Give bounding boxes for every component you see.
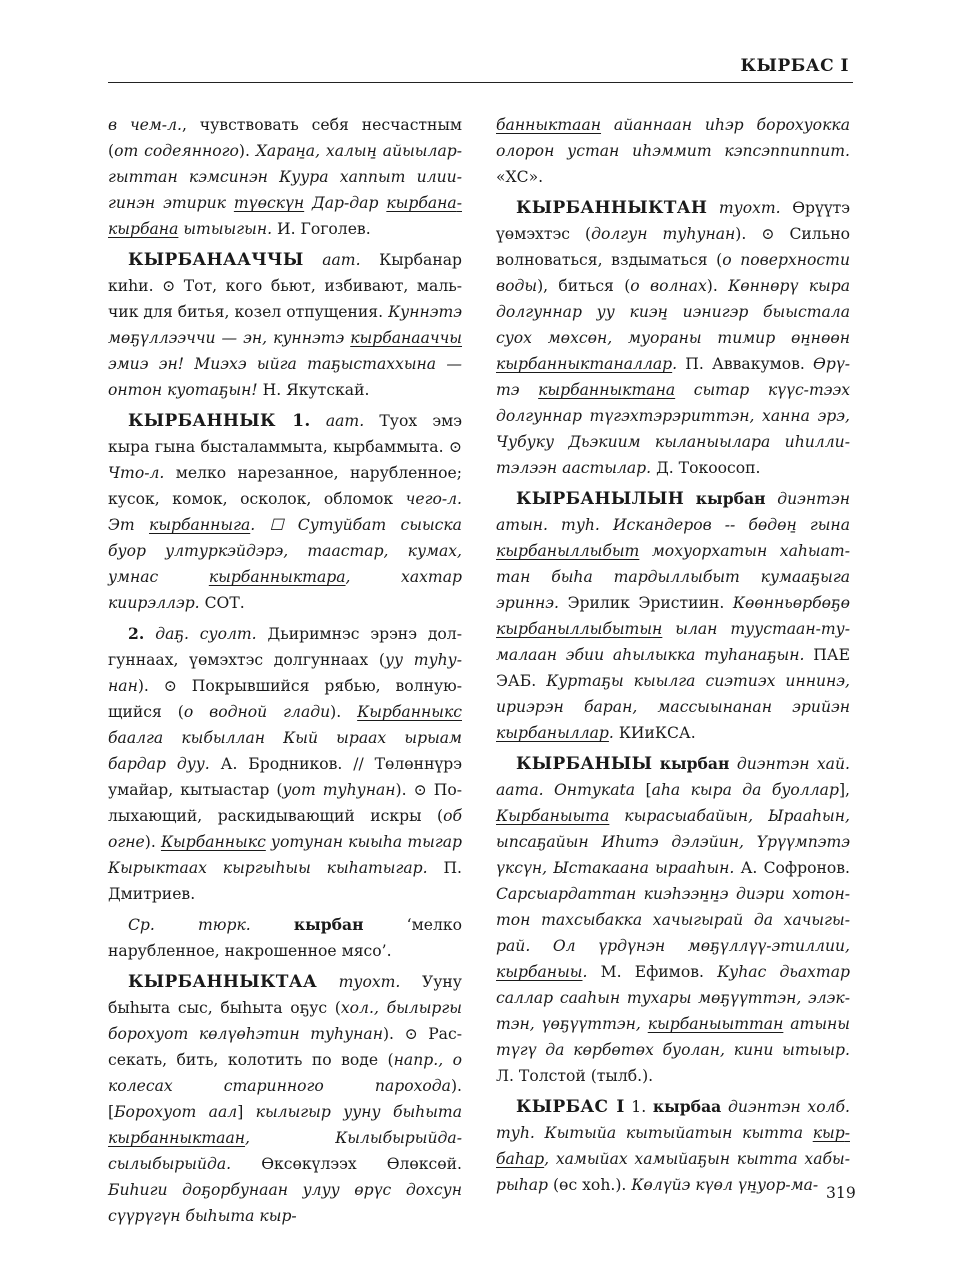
underlined-term: түөскүн	[233, 194, 305, 212]
running-head: КЫРБАС I	[740, 56, 849, 76]
example-text: кырасыабайын, Ырааһын, ыпсаҕайын Иһитэ дэлэйин, Үрүүмпэтэ үксүн, Ыстакаана ырааһын.	[496, 807, 850, 877]
example-text: Куһас дьахтар саллар сааһын тухары мөҕүүттэн, элэктэн, үөҕүүттэн,	[496, 963, 850, 1033]
example-text: аһа кыра да буоллар	[651, 781, 839, 799]
example-text: диэнтэн атын. туһ. Искандеров -- бөдөн̱ гына	[496, 490, 850, 534]
definition-text: Л. Толстой (тылб.).	[496, 1067, 654, 1085]
example-text: Харан̱а, халын̱ айыыларгыттан кэмсинэн Куура хаппыт илиигинэн этирик	[108, 142, 463, 212]
definition-text: ).	[144, 833, 161, 851]
example-text: , хамыйах хамыйаҕын кытта хабырыһар	[496, 1150, 850, 1194]
underlined-term: кырбанныктаналлар	[496, 355, 673, 373]
definition-text	[652, 755, 659, 773]
example-text: .	[582, 963, 588, 981]
underlined-term: кырбаныы	[496, 963, 583, 981]
bold-term: кырбан	[659, 754, 730, 773]
underlined-term: кырбаһар	[496, 1124, 850, 1168]
definition-text: ), биться (	[537, 277, 631, 295]
headword: КЫРБАННЫКТАН	[516, 198, 708, 218]
underlined-term: кырбанныктаан	[108, 1129, 246, 1147]
example-text: уот туһунан	[282, 781, 396, 799]
example-text: уотунан кыыһа тыгар Кырыктаах кыргыһыы кыһатыгар.	[108, 833, 462, 877]
definition-text: (өс хоһ.).	[548, 1176, 632, 1194]
example-text: о поверхности воды	[496, 251, 850, 295]
example-text: атыны түгү да көрбөтөх буолан, кини ытыыр.	[496, 1015, 851, 1059]
definition-text	[317, 973, 339, 991]
example-text: от содеянного	[114, 142, 239, 160]
underlined-term: кырбанныга	[149, 516, 251, 534]
example-text: Көннөрү кыра долгуннар уу киэн̱ иэнигэр быыстала суох мөхсөн, муораны тимир өн̱нөөн	[496, 277, 851, 347]
definition-text: ). ⊙ Полыхающий, раскидывающий искры (	[108, 781, 462, 825]
example-text: диэнтэн холб. туһ. Кытыйа кытыйатын кытта	[496, 1098, 850, 1142]
dictionary-entry	[108, 912, 462, 964]
example-text: баалга кыбыллан Кый ыраах ырыам бардар дуу.	[108, 729, 462, 773]
definition-text: СОТ.	[199, 594, 245, 612]
example-text: в чем-л.	[108, 116, 182, 134]
underlined-term: Кырбаныыта	[496, 807, 610, 825]
definition-text: , чувствовать себя несчастным (	[108, 116, 462, 160]
definition-text: ). [	[108, 1077, 462, 1121]
definition-text	[721, 1098, 728, 1116]
dictionary-entry	[496, 195, 850, 481]
example-text: аат.	[325, 412, 365, 430]
definition-text: ).	[238, 142, 256, 160]
definition-text: М. Ефимов.	[587, 963, 718, 981]
example-text: Борохуот аал	[114, 1103, 238, 1121]
example-text: Өрүтэ	[496, 355, 850, 399]
definition-text: КИиКСА.	[613, 724, 696, 742]
definition-text: Н. Якутскай.	[257, 381, 370, 399]
dictionary-entry	[496, 751, 850, 1089]
example-text: туохт.	[718, 199, 781, 217]
example-text: Сарсыардаттан киэһээн̱н̱э диэри хотонтон тахсыбакка хачыгырай да хачыгырай. Ол үрдүнэн мөҕүллүү-этиллии,	[496, 885, 850, 955]
underlined-term: кырбаныыттан	[647, 1015, 784, 1033]
example-text: диэнтэн хай. аата. Онтукаta	[496, 755, 850, 799]
definition-text	[684, 490, 696, 508]
definition-text: ).	[706, 277, 729, 295]
underlined-term: Кырбанныкс	[160, 833, 266, 851]
example-text: уу туһунан	[108, 651, 462, 695]
dictionary-entry	[108, 112, 462, 242]
underlined-term: кырбанакырбана	[108, 194, 462, 238]
definition-text: ],	[838, 781, 850, 799]
headword: КЫРБАННЫК 1.	[128, 411, 311, 431]
example-text: ылан туустаан-тумалаан эбии аһылыкка туһанаҕын.	[496, 620, 850, 664]
example-text: Көөнньөрбөҕө	[732, 594, 850, 612]
example-text: Көлүйэ күөл үн̱уор-ма-	[631, 1176, 819, 1194]
underlined-term: кырбанныктана	[538, 381, 676, 399]
dictionary-entry	[496, 1094, 850, 1198]
definition-text: Туох эмэ кыра гына бысталаммыта, кырбаммыта. ⊙	[108, 412, 462, 456]
headword: КЫРБАНЫЛЫН	[516, 489, 685, 509]
example-text: , Кылыбырыйда-сылыбырыйда.	[108, 1129, 462, 1173]
example-text: напр., о колесах старинного парохода	[108, 1051, 462, 1095]
example-text: о волнах	[630, 277, 707, 295]
example-text: хол., былыргы борохуот көлүөһэтин туһунан	[108, 999, 462, 1043]
example-text: Дар-дар	[304, 194, 387, 212]
definition-text: 1.	[624, 1098, 653, 1116]
definition-text: ПАЕ ЭАБ.	[496, 646, 850, 690]
underlined-term: банныктаан	[496, 116, 602, 134]
definition-text: [	[635, 781, 652, 799]
underlined-term: кырбаныллыбытын	[496, 620, 663, 638]
headword: КЫРБАННЫКТАА	[128, 972, 318, 992]
bold-term: кырбаа	[652, 1097, 722, 1116]
definition-text: ). ⊙ Сильно волноваться, вздыматься (	[496, 225, 850, 269]
definition-text: Кырбанар киһи. ⊙ Тот, кого бьют, избивают, мальчик для битья, козел отпущения.	[108, 251, 462, 321]
example-text: Что-л.	[108, 464, 165, 482]
example-text: долгун туһунан	[591, 225, 736, 243]
definition-text	[144, 625, 155, 643]
page-header	[108, 52, 853, 83]
example-text: сытар күүс-тээх долгуннар түгэхтэрэриттэн, ханна эрэ, Чубуку Дьэкиим кыланыылара иһиллитэлээн аастылар.	[496, 381, 851, 477]
headword: КЫРБАНЫЫ	[516, 754, 653, 774]
dictionary-entry	[108, 247, 462, 403]
definition-text: П. Дмитриев.	[108, 859, 463, 903]
definition-text: мелко нарезанное, нарубленное; кусок, комок, осколок, обломок	[108, 464, 462, 508]
definition-text: Дьиримнэс эрэнэ долгуннаах, үөмэхтэс долгуннаах (	[108, 625, 462, 669]
definition-text	[251, 916, 294, 934]
example-text: . ☐ Сутуйбат сыыска буор ултуркэйдэрэ, таастар, кумах, умнас	[108, 516, 462, 586]
right-column	[496, 112, 850, 1203]
definition-text: И. Гоголев.	[272, 220, 371, 238]
dictionary-entry	[496, 486, 850, 746]
example-text: аат.	[322, 251, 361, 269]
example-text: даҕ. суолт.	[155, 625, 257, 643]
definition-text	[707, 199, 719, 217]
definition-text: Өрүүтэ үөмэхтэс (	[496, 199, 850, 243]
dictionary-entry	[108, 408, 462, 616]
headword: КЫРБАНААЧЧЫ	[128, 250, 304, 270]
underlined-term: кырбаныллар	[496, 724, 609, 742]
page-number: 319	[826, 1184, 856, 1202]
underlined-term: кырбанааччы	[350, 329, 462, 347]
definition-text	[311, 412, 326, 430]
example-text: Куртаҕы кыылга сиэтиэх иннинэ, ириэрэн баран, массыынанан эрийэн	[496, 672, 850, 716]
dictionary-entry	[108, 621, 462, 907]
example-text: Биһиги доҕорбунаан улуу өрүс дохсун сүүрүгүн быһыта кыр-	[108, 1181, 462, 1225]
dictionary-entry	[108, 969, 462, 1229]
headword: КЫРБАС I	[516, 1097, 625, 1117]
definition-text: ).	[330, 703, 358, 721]
left-column	[108, 112, 462, 1234]
example-text: , хахтар киирэллэр.	[108, 568, 462, 612]
definition-text: Эрилик Эристиин.	[559, 594, 733, 612]
definition-text: ]	[237, 1103, 256, 1121]
example-text: туохт.	[338, 973, 401, 991]
example-text: Ср. тюрк.	[128, 916, 251, 934]
example-text: чего-л. Эт	[108, 490, 462, 534]
definition-text: Ууну быһыта сыс, быһыта оҕус (	[108, 973, 462, 1017]
example-text: кылыгыр ууну быһыта	[255, 1103, 462, 1121]
bold-term: 2.	[128, 624, 145, 643]
definition-text	[729, 755, 736, 773]
underlined-term: кырбанныктара	[208, 568, 346, 586]
example-text: Куннэтэ мөҕүллээччи — эн, куннэтэ	[108, 303, 462, 347]
underlined-term: кырбаныллыбыт	[496, 542, 640, 560]
definition-text: Өксөкүлээх Өлөксөй.	[231, 1155, 462, 1173]
definition-text: Д. Токоосоп.	[651, 459, 761, 477]
dictionary-entry	[496, 112, 850, 190]
definition-text: ). ⊙ Покрывшийся рябью, волнующийся (	[108, 677, 462, 721]
definition-text	[766, 490, 778, 508]
example-text: .	[672, 355, 678, 373]
definition-text	[304, 251, 323, 269]
underlined-term: Кырбанныкс	[357, 703, 462, 721]
definition-text: ). ⊙ Рассекать, бить, колотить по воде (	[108, 1025, 462, 1069]
definition-text: П. Аввакумов.	[677, 355, 814, 373]
definition-text: А. Софронов.	[734, 859, 850, 877]
definition-text: А. Бродников. // Төлөннүрэ умайар, кытыастар (	[108, 755, 462, 799]
example-text: мохуорхатын хаһыаттан быһа тардыллыбыт кумааҕыга эриннэ.	[496, 542, 850, 612]
example-text: об огне	[108, 807, 462, 851]
example-text: о водной глади	[183, 703, 331, 721]
example-text: айаннаан иһэр борохуокка олорон устан иһэммит кэпсэппиппит.	[496, 116, 850, 160]
example-text: ытыыгын.	[178, 220, 273, 238]
bold-term: кырбан	[293, 915, 364, 934]
example-text: эмиэ эн! Миэхэ ыйга таҕыстаххына — онтон куотаҕын!	[108, 355, 462, 399]
example-text: .	[608, 724, 614, 742]
definition-text: ‘мелко нарубленное, накрошенное мясо’.	[108, 916, 462, 960]
definition-text: «ХС».	[496, 168, 544, 186]
bold-term: кырбан	[695, 489, 766, 508]
